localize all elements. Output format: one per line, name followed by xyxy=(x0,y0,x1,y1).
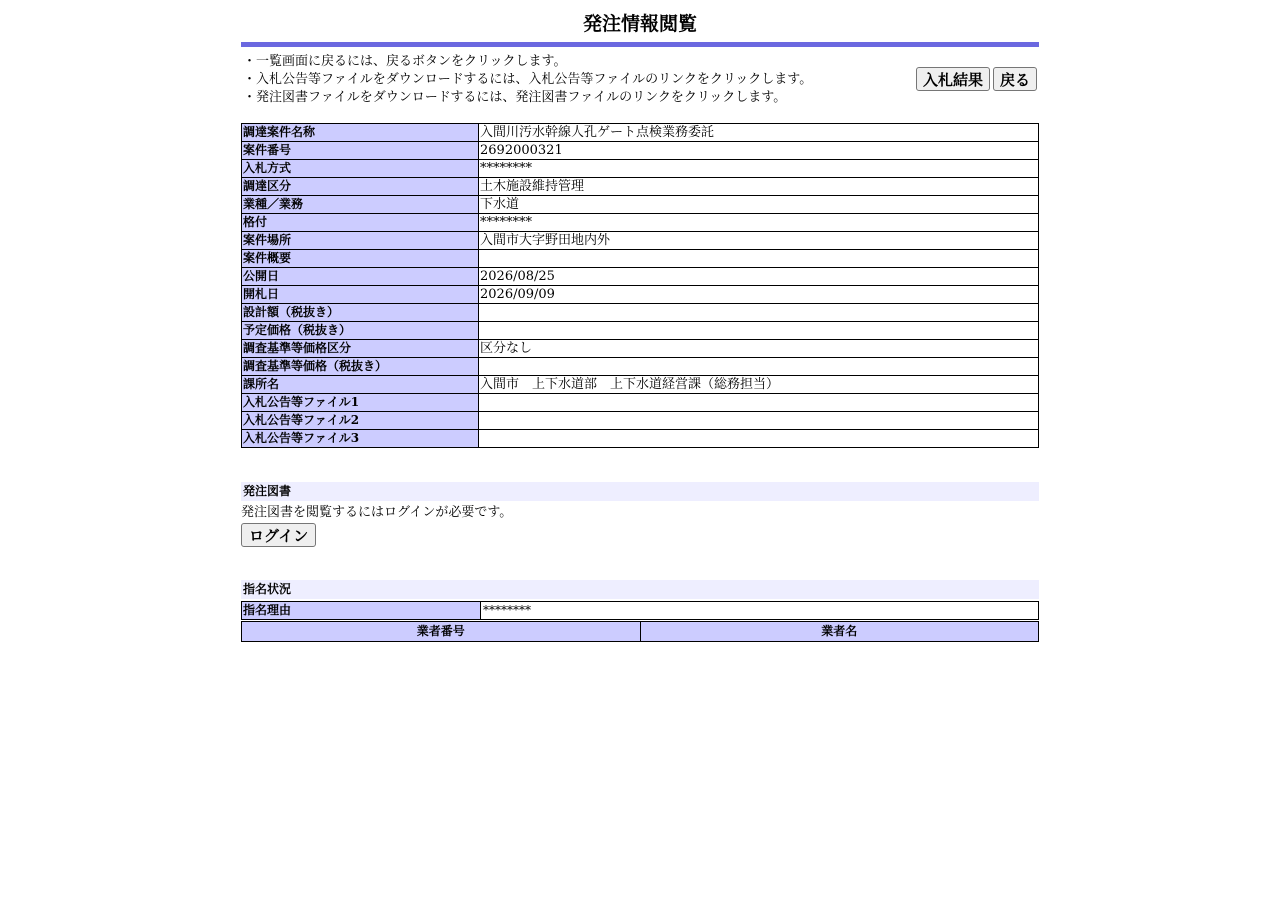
table-row xyxy=(242,430,1039,448)
detail-value: 土木施設維持管理 xyxy=(479,178,1039,196)
nomination-reason-label: 指名理由 xyxy=(242,602,481,620)
detail-value: 2026/09/09 xyxy=(479,286,1039,304)
detail-value: 入間市 上下水道部 上下水道経営課（総務担当） xyxy=(479,376,1039,394)
detail-label: 格付 xyxy=(242,214,479,232)
detail-label: 入札公告等ファイル2 xyxy=(242,412,479,430)
detail-label: 業種／業務 xyxy=(242,196,479,214)
table-row xyxy=(242,286,1039,304)
instruction-item: ・入札公告等ファイルをダウンロードするには、入札公告等ファイルのリンクをクリックします。 xyxy=(243,72,813,87)
detail-label: 調査基準等価格区分 xyxy=(242,340,479,358)
nomination-heading: 指名状況 xyxy=(241,580,1039,599)
detail-label: 課所名 xyxy=(242,376,479,394)
table-row xyxy=(242,376,1039,394)
detail-value xyxy=(479,394,1039,412)
back-button[interactable]: 戻る xyxy=(993,67,1037,91)
detail-label: 入札方式 xyxy=(242,160,479,178)
table-row xyxy=(242,196,1039,214)
detail-label: 入札公告等ファイル1 xyxy=(242,394,479,412)
detail-label: 案件番号 xyxy=(242,142,479,160)
detail-value: 2026/08/25 xyxy=(479,268,1039,286)
table-row xyxy=(242,304,1039,322)
detail-value xyxy=(479,250,1039,268)
detail-label: 調達案件名称 xyxy=(242,124,479,142)
table-row xyxy=(242,322,1039,340)
login-required-note: 発注図書を閲覧するにはログインが必要です。 xyxy=(241,505,513,520)
table-row xyxy=(242,124,1039,142)
table-row xyxy=(242,214,1039,232)
table-row xyxy=(242,412,1039,430)
table-row xyxy=(242,250,1039,268)
table-row xyxy=(242,178,1039,196)
detail-label: 入札公告等ファイル3 xyxy=(242,430,479,448)
detail-value xyxy=(479,304,1039,322)
detail-value xyxy=(479,358,1039,376)
detail-value: ******** xyxy=(479,214,1039,232)
table-row xyxy=(242,232,1039,250)
detail-value: ******** xyxy=(479,160,1039,178)
detail-label: 公開日 xyxy=(242,268,479,286)
page-container xyxy=(241,0,1039,642)
detail-value: 下水道 xyxy=(479,196,1039,214)
detail-label: 案件概要 xyxy=(242,250,479,268)
instruction-item: ・発注図書ファイルをダウンロードするには、発注図書ファイルのリンクをクリックします。 xyxy=(243,90,787,105)
detail-value: 2692000321 xyxy=(479,142,1039,160)
vendor-table xyxy=(241,621,1039,642)
bid-result-button[interactable]: 入札結果 xyxy=(916,67,990,91)
table-header-row xyxy=(242,622,1039,642)
detail-value xyxy=(479,322,1039,340)
detail-label: 案件場所 xyxy=(242,232,479,250)
vendor-number-header: 業者番号 xyxy=(242,622,641,642)
table-row xyxy=(242,160,1039,178)
table-row xyxy=(242,358,1039,376)
detail-label: 設計額（税抜き） xyxy=(242,304,479,322)
detail-label: 調達区分 xyxy=(242,178,479,196)
instruction-item: ・一覧画面に戻るには、戻るボタンをクリックします。 xyxy=(243,54,567,69)
nomination-reason-value: ******** xyxy=(481,602,1039,620)
table-row xyxy=(242,340,1039,358)
detail-value: 入間市大字野田地内外 xyxy=(479,232,1039,250)
documents-heading: 発注図書 xyxy=(241,482,1039,501)
detail-label: 調査基準等価格（税抜き） xyxy=(242,358,479,376)
login-button[interactable]: ログイン xyxy=(241,523,316,547)
detail-label: 開札日 xyxy=(242,286,479,304)
action-buttons xyxy=(916,67,1037,91)
detail-value: 区分なし xyxy=(479,340,1039,358)
detail-value xyxy=(479,412,1039,430)
detail-value: 入間川汚水幹線人孔ゲート点検業務委託 xyxy=(479,124,1039,142)
instructions-area xyxy=(241,47,1039,123)
nomination-reason-table xyxy=(241,601,1039,620)
detail-label: 予定価格（税抜き） xyxy=(242,322,479,340)
table-row xyxy=(242,142,1039,160)
detail-table xyxy=(241,123,1039,448)
page-title: 発注情報閲覧 xyxy=(582,13,697,35)
vendor-name-header: 業者名 xyxy=(640,622,1039,642)
table-row xyxy=(242,394,1039,412)
table-row xyxy=(242,268,1039,286)
table-row xyxy=(242,602,1039,620)
detail-value xyxy=(479,430,1039,448)
